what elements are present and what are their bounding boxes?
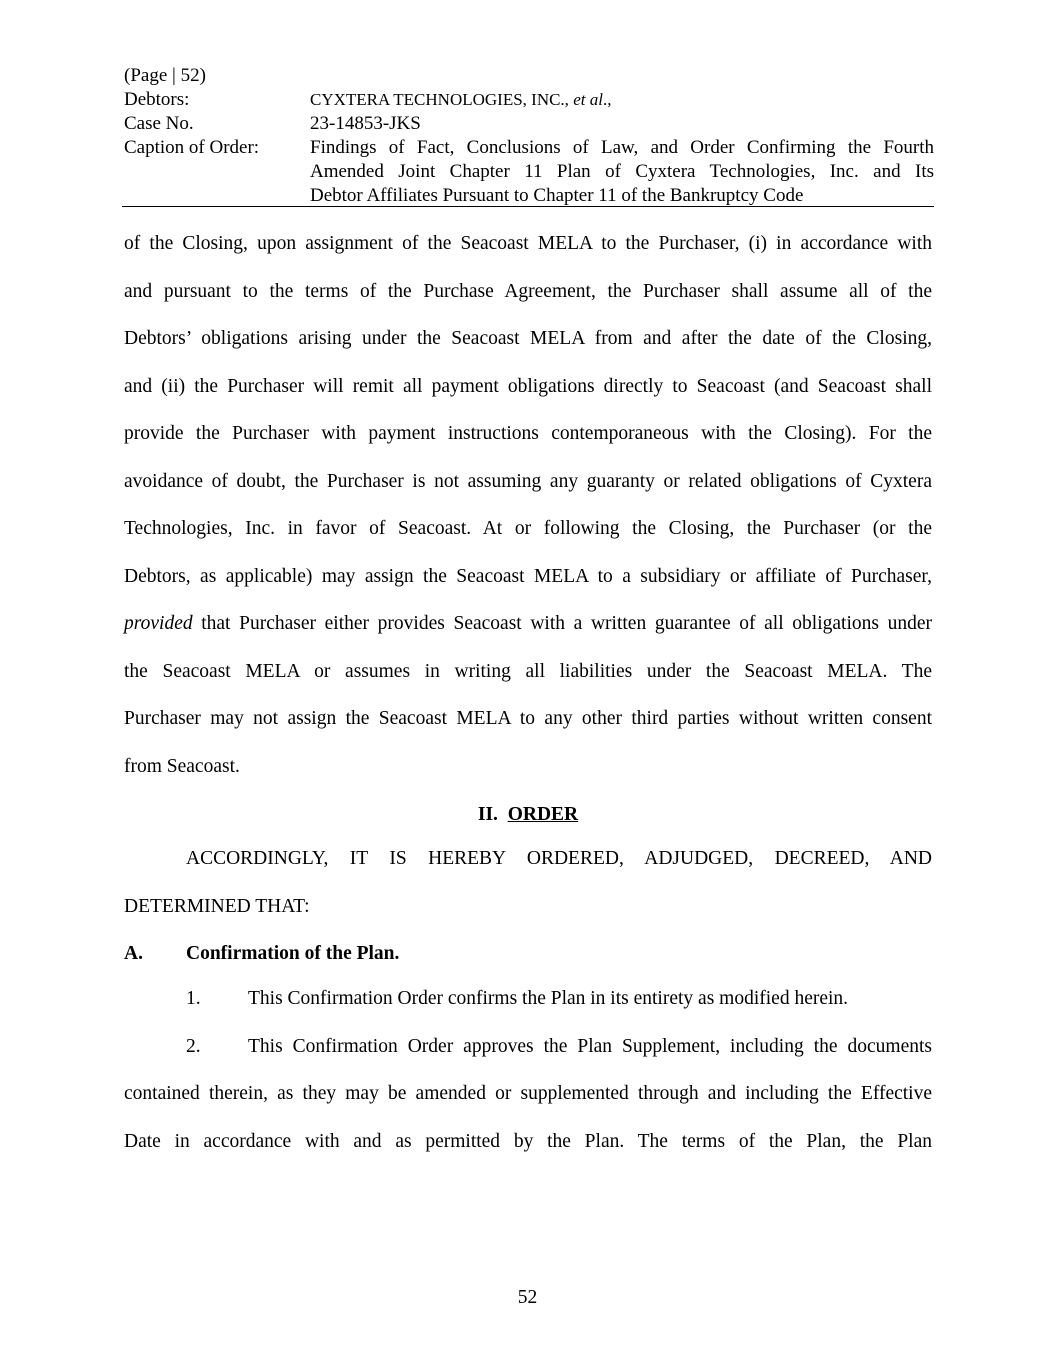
provided-rest: that Purchaser either provides Seacoast with a written guarantee of all obligations under (192, 613, 932, 634)
debtors-label: Debtors: (124, 89, 190, 110)
paragraph-number: 2. (186, 1036, 201, 1057)
section-a-title: Confirmation of the Plan. (186, 943, 400, 964)
body-line: of the Closing, upon assignment of the Seacoast MELA to the Purchaser, (i) in accordance with (124, 233, 932, 254)
debtors-value (310, 88, 934, 112)
body-line: provide the Purchaser with payment instructions contemporaneous with the Closing). For the (124, 423, 932, 444)
provided-word: provided (124, 613, 193, 634)
body-line: Debtors’ obligations arising under the Seacoast MELA from and after the date of the Closing, (124, 328, 932, 349)
section-a-heading (124, 942, 932, 966)
order-numeral: II. (477, 804, 498, 825)
page-reference: (Page | 52) (124, 65, 206, 86)
caption-label: Caption of Order: (124, 137, 260, 158)
caption-value (310, 136, 934, 208)
order-heading (124, 803, 932, 827)
header-divider (122, 206, 934, 207)
case-header (124, 64, 934, 208)
paragraph-text: This Confirmation Order confirms the Plan in its entirety as modified herein. (248, 988, 849, 1009)
section-a-letter: A. (124, 943, 143, 964)
body-line: and pursuant to the terms of the Purchase Agreement, the Purchaser shall assume all of the (124, 281, 932, 302)
caption-line: Debtor Affiliates Pursuant to Chapter 11 of the Bankruptcy Code (310, 185, 804, 206)
caption-line: Findings of Fact, Conclusions of Law, and Order Confirming the Fourth (310, 137, 934, 158)
debtors-etal: et al (573, 90, 603, 109)
debtors-row (124, 88, 934, 112)
body-line: Purchaser may not assign the Seacoast MELA to any other third parties without written consent (124, 708, 932, 729)
case-number-row (124, 112, 934, 136)
paragraph-text: This Confirmation Order approves the Plan Supplement, including the documents (248, 1036, 932, 1057)
body-line: avoidance of doubt, the Purchaser is not assuming any guaranty or related obligations of Cyxtera (124, 471, 932, 492)
paragraph-1 (124, 987, 932, 1011)
body-line: the Seacoast MELA or assumes in writing all liabilities under the Seacoast MELA. The (124, 661, 932, 682)
caption-row (124, 136, 934, 208)
body-line: Date in accordance with and as permitted by the Plan. The terms of the Plan, the Plan (124, 1131, 932, 1152)
accordingly-line: ACCORDINGLY, IT IS HEREBY ORDERED, ADJUDGED, DECREED, AND (186, 848, 932, 869)
body-line: Technologies, Inc. in favor of Seacoast. At or following the Closing, the Purchaser (or the (124, 518, 932, 539)
paragraph-number: 1. (186, 988, 201, 1009)
debtors-tail: ., (602, 90, 612, 109)
body-line: and (ii) the Purchaser will remit all payment obligations directly to Seacoast (and Seacoast shall (124, 376, 932, 397)
page-number: 52 (517, 1287, 538, 1308)
body-line: Debtors, as applicable) may assign the Seacoast MELA to a subsidiary or affiliate of Purchaser, (124, 566, 932, 587)
debtors-name: CYXTERA TECHNOLOGIES, INC., (310, 90, 569, 109)
order-title: ORDER (507, 804, 579, 825)
caption-line: Amended Joint Chapter 11 Plan of Cyxtera Technologies, Inc. and Its (310, 161, 934, 182)
accordingly-line: DETERMINED THAT: (124, 896, 310, 917)
body-line: contained therein, as they may be amended or supplemented through and including the Effective (124, 1083, 932, 1104)
provided-line (124, 612, 932, 636)
body-line: from Seacoast. (124, 756, 240, 777)
paragraph-2 (124, 1035, 932, 1059)
case-number-label: Case No. (124, 113, 194, 134)
case-number-value: 23-14853-JKS (310, 113, 421, 134)
